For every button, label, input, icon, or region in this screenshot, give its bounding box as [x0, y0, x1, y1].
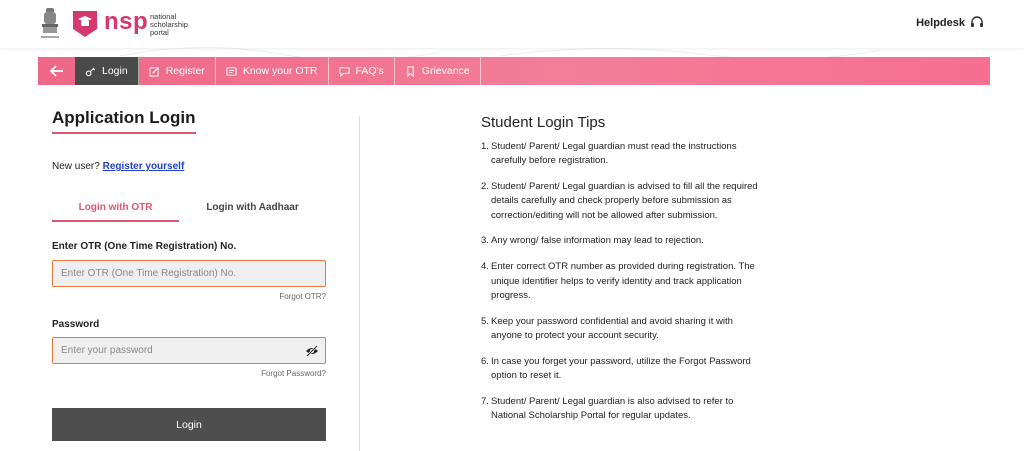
- nsp-logo-icon: [70, 9, 100, 39]
- list-item: 2. Student/ Parent/ Legal guardian is advised to fill all the required details carefully and check properly before submission as correction/editing will not be allowed after submission.: [481, 181, 758, 221]
- login-button[interactable]: Login: [52, 408, 326, 441]
- page-title: Application Login: [52, 108, 196, 134]
- list-item: 5. Keep your password confidential and avoid sharing it with anyone to protect your account security.: [481, 315, 733, 341]
- headset-icon: [970, 16, 984, 30]
- key-icon: [85, 66, 96, 77]
- otr-input[interactable]: Enter OTR (One Time Registration) No.: [52, 260, 326, 287]
- login-tips-panel: [481, 114, 761, 435]
- helpdesk-label: Helpdesk: [916, 17, 965, 29]
- new-user-text: New user?: [52, 161, 100, 172]
- id-card-icon: [226, 66, 237, 77]
- list-item: 1. Student/ Parent/ Legal guardian must read the instructions carefully before registration.: [481, 141, 737, 167]
- bookmark-icon: [405, 66, 416, 77]
- eye-slash-icon[interactable]: [305, 344, 319, 358]
- chat-icon: [339, 66, 350, 77]
- tab-login-with-aadhaar[interactable]: Login with Aadhaar: [206, 202, 299, 213]
- nsp-logo-text: nsp: [104, 8, 149, 35]
- vertical-divider: [359, 116, 360, 451]
- nav-item-know-your-otr[interactable]: [216, 57, 329, 85]
- nav-label: Grievance: [421, 65, 470, 77]
- nav-item-login[interactable]: [75, 57, 139, 85]
- nav-item-register[interactable]: [139, 57, 216, 85]
- list-item: 6. In case you forget your password, utilize the Forgot Password option to reset it.: [481, 355, 751, 382]
- list-item: 7. Student/ Parent/ Legal guardian is also advised to refer to National Scholarship Portal for regular updates.: [481, 395, 734, 422]
- arrow-left-icon: [50, 65, 64, 77]
- nsp-logo-subtitle: national scholarship portal: [150, 12, 188, 37]
- list-item: 4. Enter correct OTR number as provided during registration. The unique identifier helps to verify identity and track application progress.: [481, 261, 755, 301]
- password-label: Password: [52, 319, 100, 330]
- tab-login-with-otr[interactable]: Login with OTR: [52, 200, 179, 222]
- edit-icon: [149, 66, 160, 77]
- register-link[interactable]: Register yourself: [102, 161, 185, 172]
- nav-label: Login: [102, 65, 128, 77]
- national-emblem-icon: [38, 6, 62, 42]
- tips-list: [481, 140, 761, 423]
- main-navbar: [38, 57, 990, 85]
- nav-label: Know your OTR: [242, 65, 318, 77]
- forgot-password-link[interactable]: Forgot Password?: [261, 369, 326, 378]
- otr-label: Enter OTR (One Time Registration) No.: [52, 241, 237, 252]
- list-item: 3. Any wrong/ false information may lead to rejection.: [481, 235, 704, 247]
- tips-title: Student Login Tips: [481, 114, 606, 131]
- nav-item-faqs[interactable]: [329, 57, 395, 85]
- nav-label: FAQ's: [355, 65, 384, 77]
- new-user-row: [52, 161, 184, 172]
- helpdesk-link[interactable]: [916, 16, 984, 30]
- password-input[interactable]: [52, 337, 326, 364]
- password-placeholder: Enter your password: [61, 345, 153, 356]
- login-panel: [52, 108, 332, 431]
- nav-item-grievance[interactable]: [395, 57, 481, 85]
- login-tabs: [52, 200, 326, 222]
- back-button[interactable]: [38, 57, 75, 85]
- background-doodle: [0, 38, 1024, 58]
- nav-label: Register: [165, 65, 205, 77]
- forgot-otr-link[interactable]: Forgot OTR?: [279, 292, 326, 301]
